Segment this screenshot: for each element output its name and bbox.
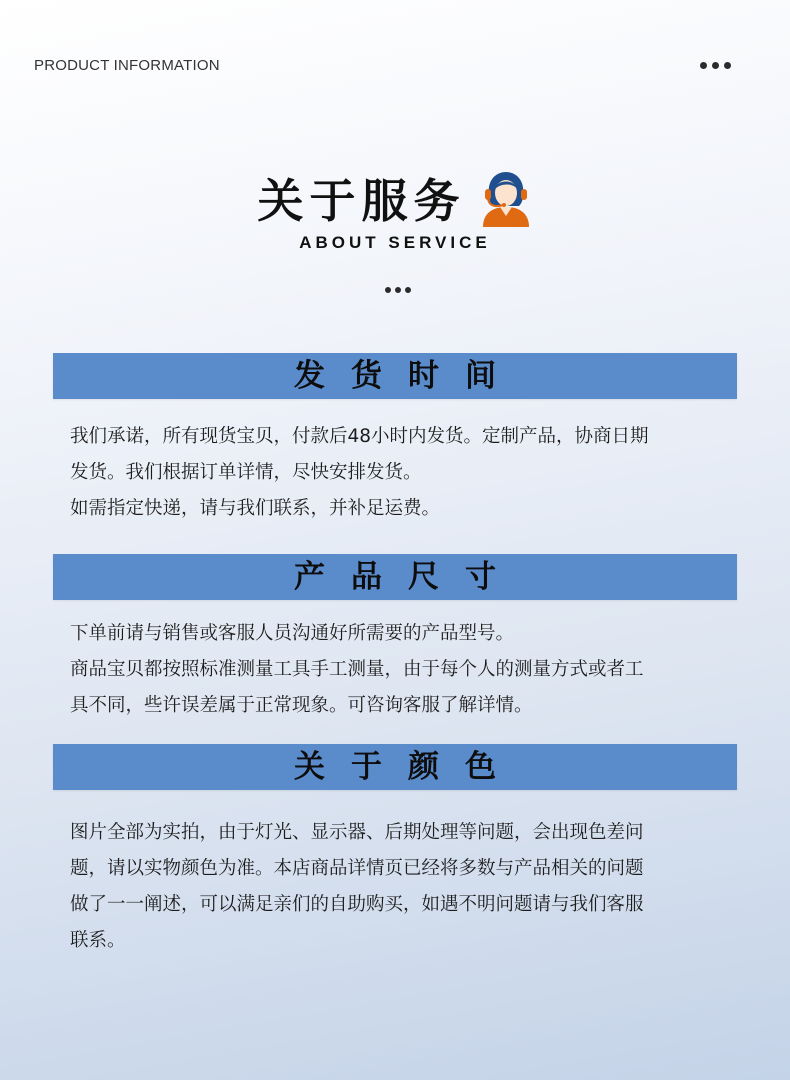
paragraph-line: 我们承诺，所有现货宝贝，付款后48小时内发货。定制产品，协商日期: [70, 426, 649, 447]
paragraph-line: 具不同，些许误差属于正常现象。可咨询客服了解详情。: [70, 695, 533, 716]
section-body-shipping-time: [70, 419, 730, 527]
dot: [724, 62, 731, 69]
dot: [395, 287, 401, 293]
product-information-label: PRODUCT INFORMATION: [34, 57, 220, 74]
paragraph-line: 图片全部为实拍，由于灯光、显示器、后期处理等问题，会出现色差问: [70, 822, 644, 843]
paragraph-line: 做了一一阐述，可以满足亲们的自助购买，如遇不明问题请与我们客服: [70, 894, 644, 915]
page-title-row: [0, 165, 790, 231]
section-heading-about-color: [53, 744, 737, 790]
section-body-about-color: [70, 815, 730, 959]
section-body-product-size: [70, 616, 730, 724]
section-heading-text: 产品尺寸: [294, 559, 522, 595]
paragraph-line: 联系。: [70, 930, 126, 951]
page-title: 关于服务: [257, 174, 466, 228]
dot: [405, 287, 411, 293]
section-heading-shipping-time: [53, 353, 737, 399]
more-dots-icon[interactable]: [700, 62, 731, 69]
dot: [385, 287, 391, 293]
paragraph-line: 如需指定快递，请与我们联系，并补足运费。: [70, 498, 441, 519]
paragraph-line: 发货。我们根据订单详情，尽快安排发货。: [70, 462, 422, 483]
dot: [700, 62, 707, 69]
section-heading-text: 关于颜色: [294, 749, 522, 785]
paragraph-line: 下单前请与销售或客服人员沟通好所需要的产品型号。: [70, 623, 515, 644]
section-heading-text: 发货时间: [294, 358, 522, 394]
dot: [712, 62, 719, 69]
page-subtitle: ABOUT SERVICE: [299, 233, 491, 252]
paragraph-line: 商品宝贝都按照标准测量工具手工测量，由于每个人的测量方式或者工: [70, 659, 644, 680]
paragraph-line: 题，请以实物颜色为准。本店商品详情页已经将多数与产品相关的问题: [70, 858, 644, 879]
customer-service-agent-icon: [479, 169, 533, 227]
section-heading-product-size: [53, 554, 737, 600]
divider-dots-icon: [385, 287, 411, 293]
